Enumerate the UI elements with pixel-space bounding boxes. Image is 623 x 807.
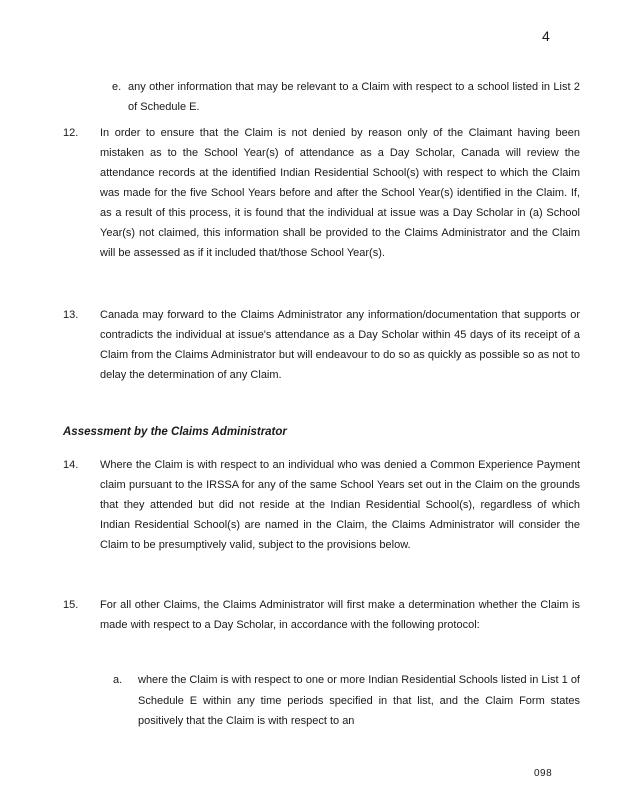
page-number-header: 4 [542,28,550,44]
paragraph-14-number: 14. [63,459,79,471]
paragraph-13-text: Canada may forward to the Claims Administrator any information/documentation that supports or contradicts the individual at issue's attendance as a Day Scholar within 45 days of its receipt of a Claim from the Claims Administrator but will endeavour to do so as quickly as possible so as not to delay the determination of any Claim. [100,309,580,381]
paragraph-12-number: 12. [63,127,79,139]
section-heading: Assessment by the Claims Administrator [63,426,287,438]
list-item-e [112,77,580,117]
list-item-a-text: where the Claim is with respect to one or more Indian Residential Schools listed in List 1 of Schedule E within any time periods specified in that list, and the Claim Form states positively that the Claim is with respect to an [138,674,580,727]
paragraph-15-number: 15. [63,599,79,611]
paragraph-13-number: 13. [63,309,79,321]
paragraph-14 [63,455,580,555]
paragraph-13 [63,305,580,385]
list-item-e-text: any other information that may be relevant to a Claim with respect to a school listed in List 2 of Schedule E. [128,81,580,113]
paragraph-15-text: For all other Claims, the Claims Administrator will first make a determination whether the Claim is made with respect to a Day Scholar, in accordance with the following protocol: [100,599,580,631]
page-number-footer: 098 [534,768,553,779]
paragraph-14-text: Where the Claim is with respect to an individual who was denied a Common Experience Payment claim pursuant to the IRSSA for any of the same School Years set out in the Claim on the grounds that they attended but did not reside at the Indian Residential School(s), regardless of which Indian Residential School(s) are named in the Claim, the Claims Administrator will consider the Claim to be presumptively valid, subject to the provisions below. [100,459,580,551]
paragraph-15 [63,595,580,635]
paragraph-12 [63,123,580,263]
list-item-e-marker: e. [112,81,122,93]
list-item-a-marker: a. [113,674,123,686]
list-item-a [113,670,580,732]
paragraph-12-text: In order to ensure that the Claim is not denied by reason only of the Claimant having been mistaken as to the School Year(s) of attendance as a Day Scholar, Canada will review the attendance records at the identified Indian Residential School(s) with respect to which the Claim was made for the five School Years before and after the School Year(s) identified in the Claim. If, as a result of this process, it is found that the individual at issue was a Day Scholar in (a) School Year(s) not claimed, this information shall be provided to the Claims Administrator and the Claim will be assessed as if it included that/those School Year(s). [100,127,580,259]
